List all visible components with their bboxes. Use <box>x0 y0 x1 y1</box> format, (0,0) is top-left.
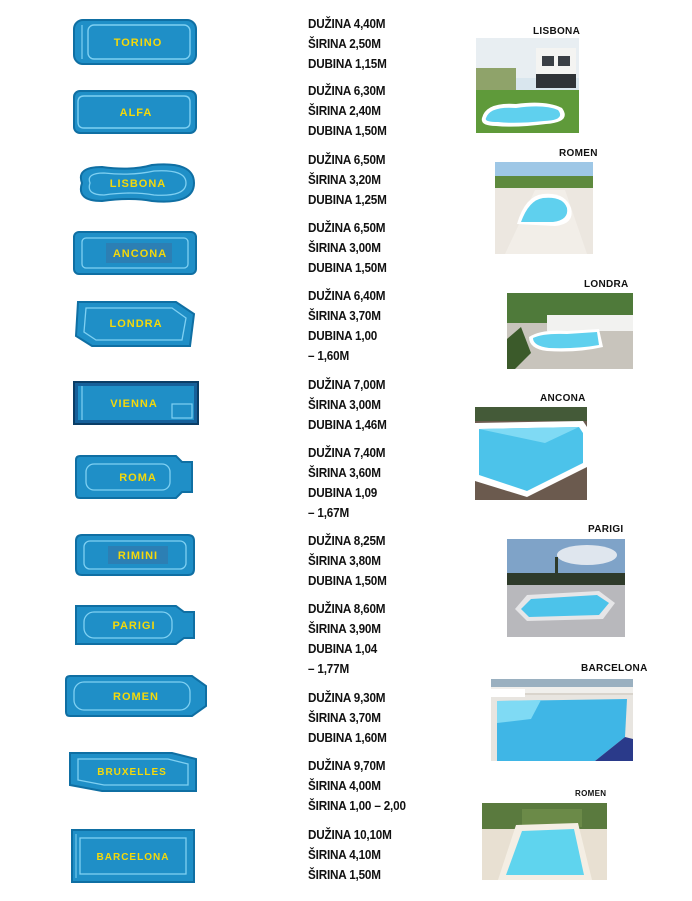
photo-londra <box>507 293 633 369</box>
spec-ancona <box>308 218 387 278</box>
spec-width: ŠIRINA 3,20M <box>308 172 381 187</box>
pool-label: ROMEN <box>113 691 159 703</box>
pool-label: RIMINI <box>117 550 159 562</box>
photo-title: LISBONA <box>533 26 581 37</box>
spec-width: ŠIRINA 3,00M <box>308 240 381 255</box>
spec-length: DUŽINA 6,50M <box>308 220 386 235</box>
photo-title: BARCELONA <box>581 663 648 674</box>
spec-length: DUŽINA 6,40M <box>308 288 386 303</box>
pool-shape-romen <box>62 672 210 720</box>
spec-depth: DUBINA 1,00 – 1,60M <box>308 328 378 363</box>
pool-label: PARIGI <box>112 620 156 632</box>
spec-depth: DUBINA 1,25M <box>308 192 387 207</box>
pool-shape-rimini <box>72 531 198 579</box>
pool-shape-vienna <box>72 380 200 426</box>
spec-length: DUŽINA 4,40M <box>308 16 386 31</box>
spec-depth: ŠIRINA 1,50M <box>308 867 381 882</box>
pool-shape-roma <box>72 452 198 502</box>
spec-torino <box>308 14 387 74</box>
spec-width: ŠIRINA 3,70M <box>308 710 381 725</box>
pool-label: LISBONA <box>109 178 167 190</box>
spec-width: ŠIRINA 3,90M <box>308 621 381 636</box>
photo-romen <box>495 162 593 254</box>
pool-label: LONDRA <box>109 318 163 330</box>
pool-shape-parigi <box>72 600 198 650</box>
spec-depth: DUBINA 1,60M <box>308 730 387 745</box>
photo-title: ROMEN <box>559 148 598 159</box>
spec-length: DUŽINA 8,60M <box>308 601 386 616</box>
spec-depth: ŠIRINA 1,00 – 2,00 <box>308 798 406 813</box>
spec-length: DUŽINA 7,00M <box>308 377 386 392</box>
spec-length: DUŽINA 9,70M <box>308 758 386 773</box>
spec-length: DUŽINA 6,30M <box>308 83 386 98</box>
pool-label: ROMA <box>119 472 157 484</box>
spec-width: ŠIRINA 3,70M <box>308 308 381 323</box>
spec-alfa <box>308 81 387 141</box>
pool-label: ANCONA <box>112 248 168 260</box>
spec-width: ŠIRINA 3,60M <box>308 465 381 480</box>
spec-length: DUŽINA 9,30M <box>308 690 386 705</box>
spec-length: DUŽINA 10,10M <box>308 827 392 842</box>
pool-label: BARCELONA <box>96 852 170 863</box>
spec-width: ŠIRINA 3,80M <box>308 553 381 568</box>
spec-length: DUŽINA 6,50M <box>308 152 386 167</box>
pool-shape-torino <box>72 17 198 67</box>
spec-londra <box>308 286 385 366</box>
spec-depth: DUBINA 1,46M <box>308 417 387 432</box>
pool-label: BRUXELLES <box>97 767 167 778</box>
photo-title: PARIGI <box>588 524 624 535</box>
spec-length: DUŽINA 8,25M <box>308 533 386 548</box>
spec-parigi <box>308 599 385 679</box>
spec-depth: DUBINA 1,09 – 1,67M <box>308 485 378 520</box>
spec-vienna <box>308 375 387 435</box>
spec-width: ŠIRINA 2,40M <box>308 103 381 118</box>
spec-romen <box>308 688 387 748</box>
pool-label: TORINO <box>113 37 163 49</box>
photo-title: LONDRA <box>584 279 629 290</box>
photo-ancona <box>475 407 587 500</box>
pool-label: VIENNA <box>110 398 158 410</box>
spec-lisbona <box>308 150 387 210</box>
photo-barcelona <box>491 679 633 761</box>
pool-label: ALFA <box>119 107 153 119</box>
spec-barcelona <box>308 825 392 885</box>
spec-roma <box>308 443 385 523</box>
pool-shape-lisbona <box>72 157 198 209</box>
spec-rimini <box>308 531 387 591</box>
spec-width: ŠIRINA 4,00M <box>308 778 381 793</box>
pool-shape-alfa <box>72 88 198 136</box>
photo-romen-2 <box>482 803 607 880</box>
spec-width: ŠIRINA 4,10M <box>308 847 381 862</box>
spec-length: DUŽINA 7,40M <box>308 445 386 460</box>
photo-title: ANCONA <box>540 393 586 404</box>
pool-shape-londra <box>72 296 198 354</box>
photo-parigi <box>507 539 625 637</box>
spec-depth: DUBINA 1,50M <box>308 573 387 588</box>
spec-depth: DUBINA 1,04 – 1,77M <box>308 641 378 676</box>
spec-width: ŠIRINA 3,00M <box>308 397 381 412</box>
photo-lisbona <box>476 38 579 133</box>
pool-shape-barcelona <box>70 828 196 884</box>
pool-shape-ancona <box>72 229 198 277</box>
spec-depth: DUBINA 1,50M <box>308 123 387 138</box>
spec-bruxelles <box>308 756 406 816</box>
spec-depth: DUBINA 1,15M <box>308 56 387 71</box>
pool-shape-bruxelles <box>66 745 200 799</box>
photo-title: ROMEN <box>575 789 607 798</box>
spec-width: ŠIRINA 2,50M <box>308 36 381 51</box>
spec-depth: DUBINA 1,50M <box>308 260 387 275</box>
